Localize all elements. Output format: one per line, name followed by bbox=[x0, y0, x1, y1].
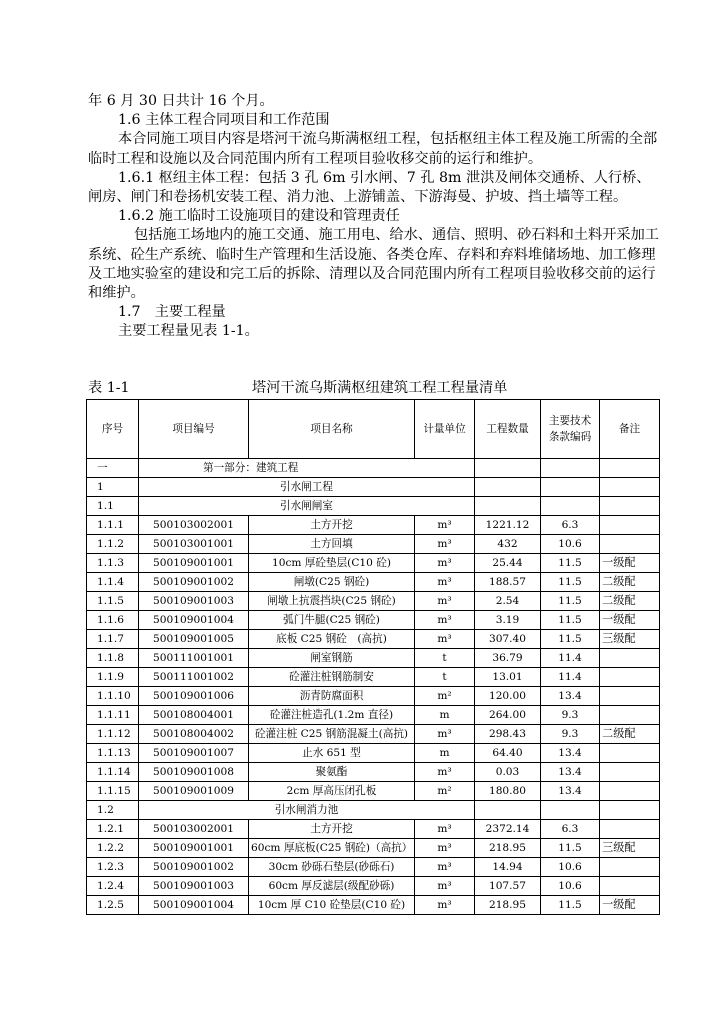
quantity: 107.57 bbox=[475, 877, 541, 896]
unit: t bbox=[415, 649, 475, 668]
quantity: 64.40 bbox=[475, 744, 541, 763]
item-code: 500109001003 bbox=[139, 592, 249, 611]
unit: m³ bbox=[415, 858, 475, 877]
row-index: 1.1.10 bbox=[87, 687, 139, 706]
item-code: 500109001003 bbox=[139, 877, 249, 896]
item-name: 土方开挖 bbox=[249, 516, 415, 535]
table-row bbox=[87, 535, 660, 554]
item-name: 60cm 厚反滤层(级配砂砾) bbox=[249, 877, 415, 896]
item-code: 500103001001 bbox=[139, 535, 249, 554]
quantity: 14.94 bbox=[475, 858, 541, 877]
paragraph: 1.6.2 施工临时工设施项目的建设和管理责任 bbox=[118, 208, 400, 225]
item-code: 500109001006 bbox=[139, 687, 249, 706]
row-index: 1.2.4 bbox=[87, 877, 139, 896]
empty-cell bbox=[600, 459, 660, 478]
tech-code: 9.3 bbox=[541, 725, 600, 744]
empty-cell bbox=[541, 478, 600, 497]
note: 二级配 bbox=[600, 592, 660, 611]
note bbox=[600, 820, 660, 839]
row-index: 1.1.12 bbox=[87, 725, 139, 744]
item-code: 500109001009 bbox=[139, 782, 249, 801]
table-row bbox=[87, 592, 660, 611]
table-row bbox=[87, 858, 660, 877]
row-index: 1.2.3 bbox=[87, 858, 139, 877]
note bbox=[600, 858, 660, 877]
group-title: 引水闸消力池 bbox=[139, 801, 475, 820]
table-row bbox=[87, 459, 660, 478]
unit: m³ bbox=[415, 763, 475, 782]
paragraph: 包括施工场地内的施工交通、施工用电、给水、通信、照明、砂石料和土料开采加工系统、砼生产系统、临时生产管理和生活设施、各类仓库、存料和弃料堆储场地、加工修理及工地实验室的建设和完工后的拆除、清理以及合同范围内所有工程项目验收移交前的运行和维护。 bbox=[88, 227, 659, 302]
unit: m³ bbox=[415, 573, 475, 592]
row-index: 1.1.5 bbox=[87, 592, 139, 611]
table-row bbox=[87, 611, 660, 630]
tech-code: 11.5 bbox=[541, 573, 600, 592]
item-name: 2cm 厚高压闭孔板 bbox=[249, 782, 415, 801]
note bbox=[600, 706, 660, 725]
note bbox=[600, 649, 660, 668]
tech-code: 13.4 bbox=[541, 687, 600, 706]
quantity: 264.00 bbox=[475, 706, 541, 725]
item-name: 弧门牛腿(C25 钢砼) bbox=[249, 611, 415, 630]
body-text bbox=[88, 92, 660, 342]
tech-code: 11.5 bbox=[541, 839, 600, 858]
note: 一级配 bbox=[600, 611, 660, 630]
tech-code: 6.3 bbox=[541, 820, 600, 839]
tech-code: 10.6 bbox=[541, 877, 600, 896]
row-index: 1 bbox=[87, 478, 139, 497]
unit: m³ bbox=[415, 592, 475, 611]
table-row bbox=[87, 801, 660, 820]
unit: m bbox=[415, 744, 475, 763]
unit: m³ bbox=[415, 820, 475, 839]
note bbox=[600, 744, 660, 763]
col-header-tech-code: 主要技术条款编码 bbox=[541, 400, 600, 459]
note bbox=[600, 668, 660, 687]
note: 二级配 bbox=[600, 573, 660, 592]
tech-code: 11.5 bbox=[541, 630, 600, 649]
item-code: 500111001001 bbox=[139, 649, 249, 668]
item-name: 闸墩上抗震挡块(C25 钢砼) bbox=[249, 592, 415, 611]
item-name: 砼灌注桩 C25 钢筋混凝土(高抗) bbox=[249, 725, 415, 744]
empty-cell bbox=[475, 497, 541, 516]
col-header-unit: 计量单位 bbox=[415, 400, 475, 459]
note bbox=[600, 877, 660, 896]
row-index: 1.2.5 bbox=[87, 896, 139, 915]
section-title: 第一部分：建筑工程 bbox=[139, 459, 475, 478]
item-code: 500109001005 bbox=[139, 630, 249, 649]
paragraph: 1.6.1 枢纽主体工程：包括 3 孔 6m 引水闸、7 孔 8m 泄洪及闸体交通桥、人行桥、闸房、闸门和卷扬机安装工程、消力池、上游铺盖、下游海曼、护坡、挡土墙等工程。 bbox=[88, 169, 651, 206]
empty-cell bbox=[600, 478, 660, 497]
tech-code: 10.6 bbox=[541, 858, 600, 877]
unit: m³ bbox=[415, 725, 475, 744]
note bbox=[600, 516, 660, 535]
paragraph: 1.7 主要工程量 bbox=[118, 304, 226, 321]
unit: m³ bbox=[415, 877, 475, 896]
quantity: 2372.14 bbox=[475, 820, 541, 839]
col-header-quantity: 工程数量 bbox=[475, 400, 541, 459]
empty-cell bbox=[475, 459, 541, 478]
table-row bbox=[87, 478, 660, 497]
item-name: 止水 651 型 bbox=[249, 744, 415, 763]
item-name: 10cm 厚 C10 砼垫层(C10 砼) bbox=[249, 896, 415, 915]
empty-cell bbox=[600, 801, 660, 820]
unit: m³ bbox=[415, 839, 475, 858]
row-index: 1.1.15 bbox=[87, 782, 139, 801]
table-row bbox=[87, 516, 660, 535]
quantity: 2.54 bbox=[475, 592, 541, 611]
tech-code: 11.5 bbox=[541, 896, 600, 915]
table-row bbox=[87, 687, 660, 706]
note bbox=[600, 687, 660, 706]
note: 一级配 bbox=[600, 554, 660, 573]
group-title: 引水闸工程 bbox=[139, 478, 475, 497]
item-name: 闸室钢筋 bbox=[249, 649, 415, 668]
tech-code: 6.3 bbox=[541, 516, 600, 535]
paragraph: 本合同施工项目内容是塔河干流乌斯满枢纽工程，包括枢纽主体工程及施工所需的全部临时工程和设施以及合同范围内所有工程项目验收移交前的运行和维护。 bbox=[88, 131, 658, 167]
table-row bbox=[87, 630, 660, 649]
table-row bbox=[87, 820, 660, 839]
note bbox=[600, 763, 660, 782]
note: 三级配 bbox=[600, 839, 660, 858]
item-name: 聚氨酯 bbox=[249, 763, 415, 782]
unit: t bbox=[415, 668, 475, 687]
quantity: 218.95 bbox=[475, 896, 541, 915]
note bbox=[600, 782, 660, 801]
table-row bbox=[87, 744, 660, 763]
row-index: 1.1.9 bbox=[87, 668, 139, 687]
item-code: 500109001007 bbox=[139, 744, 249, 763]
item-code: 500109001008 bbox=[139, 763, 249, 782]
row-index: 1.2.2 bbox=[87, 839, 139, 858]
item-code: 500111001002 bbox=[139, 668, 249, 687]
paragraph: 年 6 月 30 日共计 16 个月。 bbox=[88, 93, 274, 109]
table-caption bbox=[88, 378, 660, 398]
tech-code: 13.4 bbox=[541, 782, 600, 801]
table-row bbox=[87, 554, 660, 573]
col-header-index: 序号 bbox=[87, 400, 139, 459]
unit: m³ bbox=[415, 516, 475, 535]
quantity: 298.43 bbox=[475, 725, 541, 744]
unit: m³ bbox=[415, 554, 475, 573]
unit: m bbox=[415, 706, 475, 725]
unit: m³ bbox=[415, 611, 475, 630]
row-index: 1.1.6 bbox=[87, 611, 139, 630]
quantity: 0.03 bbox=[475, 763, 541, 782]
empty-cell bbox=[541, 801, 600, 820]
tech-code: 11.5 bbox=[541, 592, 600, 611]
tech-code: 11.4 bbox=[541, 668, 600, 687]
quantity: 1221.12 bbox=[475, 516, 541, 535]
item-name: 沥青防腐面积 bbox=[249, 687, 415, 706]
item-code: 500109001004 bbox=[139, 896, 249, 915]
empty-cell bbox=[475, 478, 541, 497]
item-code: 500108004002 bbox=[139, 725, 249, 744]
item-code: 500103002001 bbox=[139, 820, 249, 839]
table-label: 表 1-1 bbox=[88, 380, 130, 396]
empty-cell bbox=[475, 801, 541, 820]
item-code: 500109001001 bbox=[139, 554, 249, 573]
quantity: 188.57 bbox=[475, 573, 541, 592]
unit: m² bbox=[415, 687, 475, 706]
quantity: 180.80 bbox=[475, 782, 541, 801]
col-header-code: 项目编号 bbox=[139, 400, 249, 459]
item-name: 60cm 厚底板(C25 钢砼)（高抗） bbox=[249, 839, 415, 858]
row-index: 1.2 bbox=[87, 801, 139, 820]
tech-code: 10.6 bbox=[541, 535, 600, 554]
table-row bbox=[87, 896, 660, 915]
empty-cell bbox=[600, 497, 660, 516]
note: 一级配 bbox=[600, 896, 660, 915]
quantity: 13.01 bbox=[475, 668, 541, 687]
table-row bbox=[87, 573, 660, 592]
table-row bbox=[87, 706, 660, 725]
row-index: 1.1.14 bbox=[87, 763, 139, 782]
quantity: 25.44 bbox=[475, 554, 541, 573]
quantity: 218.95 bbox=[475, 839, 541, 858]
row-index: 1.1.13 bbox=[87, 744, 139, 763]
note bbox=[600, 535, 660, 554]
quantity: 36.79 bbox=[475, 649, 541, 668]
item-code: 500108004001 bbox=[139, 706, 249, 725]
item-code: 500109001002 bbox=[139, 573, 249, 592]
row-index: 1.1 bbox=[87, 497, 139, 516]
item-name: 10cm 厚砼垫层(C10 砼) bbox=[249, 554, 415, 573]
table-header-row bbox=[87, 400, 660, 459]
paragraph: 主要工程量见表 1-1。 bbox=[118, 323, 259, 340]
empty-cell bbox=[541, 459, 600, 478]
item-name: 闸墩(C25 钢砼) bbox=[249, 573, 415, 592]
unit: m³ bbox=[415, 630, 475, 649]
item-code: 500103002001 bbox=[139, 516, 249, 535]
item-code: 500109001004 bbox=[139, 611, 249, 630]
tech-code: 11.5 bbox=[541, 554, 600, 573]
item-code: 500109001002 bbox=[139, 858, 249, 877]
unit: m² bbox=[415, 782, 475, 801]
col-header-note: 备注 bbox=[600, 400, 660, 459]
row-index: 一 bbox=[87, 459, 139, 478]
table-row bbox=[87, 763, 660, 782]
row-index: 1.1.3 bbox=[87, 554, 139, 573]
table-row bbox=[87, 877, 660, 896]
row-index: 1.1.2 bbox=[87, 535, 139, 554]
unit: m³ bbox=[415, 535, 475, 554]
item-name: 砼灌注桩钢筋制安 bbox=[249, 668, 415, 687]
row-index: 1.1.11 bbox=[87, 706, 139, 725]
quantity-table bbox=[86, 399, 660, 915]
quantity: 307.40 bbox=[475, 630, 541, 649]
paragraph: 1.6 主体工程合同项目和工作范围 bbox=[118, 112, 330, 129]
row-index: 1.1.8 bbox=[87, 649, 139, 668]
quantity: 3.19 bbox=[475, 611, 541, 630]
col-header-name: 项目名称 bbox=[249, 400, 415, 459]
note: 三级配 bbox=[600, 630, 660, 649]
row-index: 1.1.4 bbox=[87, 573, 139, 592]
table-row bbox=[87, 649, 660, 668]
note: 二级配 bbox=[600, 725, 660, 744]
table-row bbox=[87, 668, 660, 687]
item-code: 500109001001 bbox=[139, 839, 249, 858]
table-row bbox=[87, 497, 660, 516]
empty-cell bbox=[541, 497, 600, 516]
tech-code: 13.4 bbox=[541, 744, 600, 763]
row-index: 1.1.7 bbox=[87, 630, 139, 649]
table-title: 塔河干流乌斯满枢纽建筑工程工程量清单 bbox=[252, 380, 508, 396]
table-row bbox=[87, 782, 660, 801]
table-row bbox=[87, 725, 660, 744]
item-name: 土方开挖 bbox=[249, 820, 415, 839]
tech-code: 9.3 bbox=[541, 706, 600, 725]
item-name: 底板 C25 钢砼 (高抗) bbox=[249, 630, 415, 649]
tech-code: 11.5 bbox=[541, 611, 600, 630]
item-name: 土方回填 bbox=[249, 535, 415, 554]
tech-code: 13.4 bbox=[541, 763, 600, 782]
tech-code: 11.4 bbox=[541, 649, 600, 668]
row-index: 1.1.1 bbox=[87, 516, 139, 535]
row-index: 1.2.1 bbox=[87, 820, 139, 839]
item-name: 砼灌注桩造孔(1.2m 直径) bbox=[249, 706, 415, 725]
item-name: 30cm 砂砾石垫层(砂砾石) bbox=[249, 858, 415, 877]
unit: m³ bbox=[415, 896, 475, 915]
table-row bbox=[87, 839, 660, 858]
group-title: 引水闸闸室 bbox=[139, 497, 475, 516]
quantity: 120.00 bbox=[475, 687, 541, 706]
quantity: 432 bbox=[475, 535, 541, 554]
